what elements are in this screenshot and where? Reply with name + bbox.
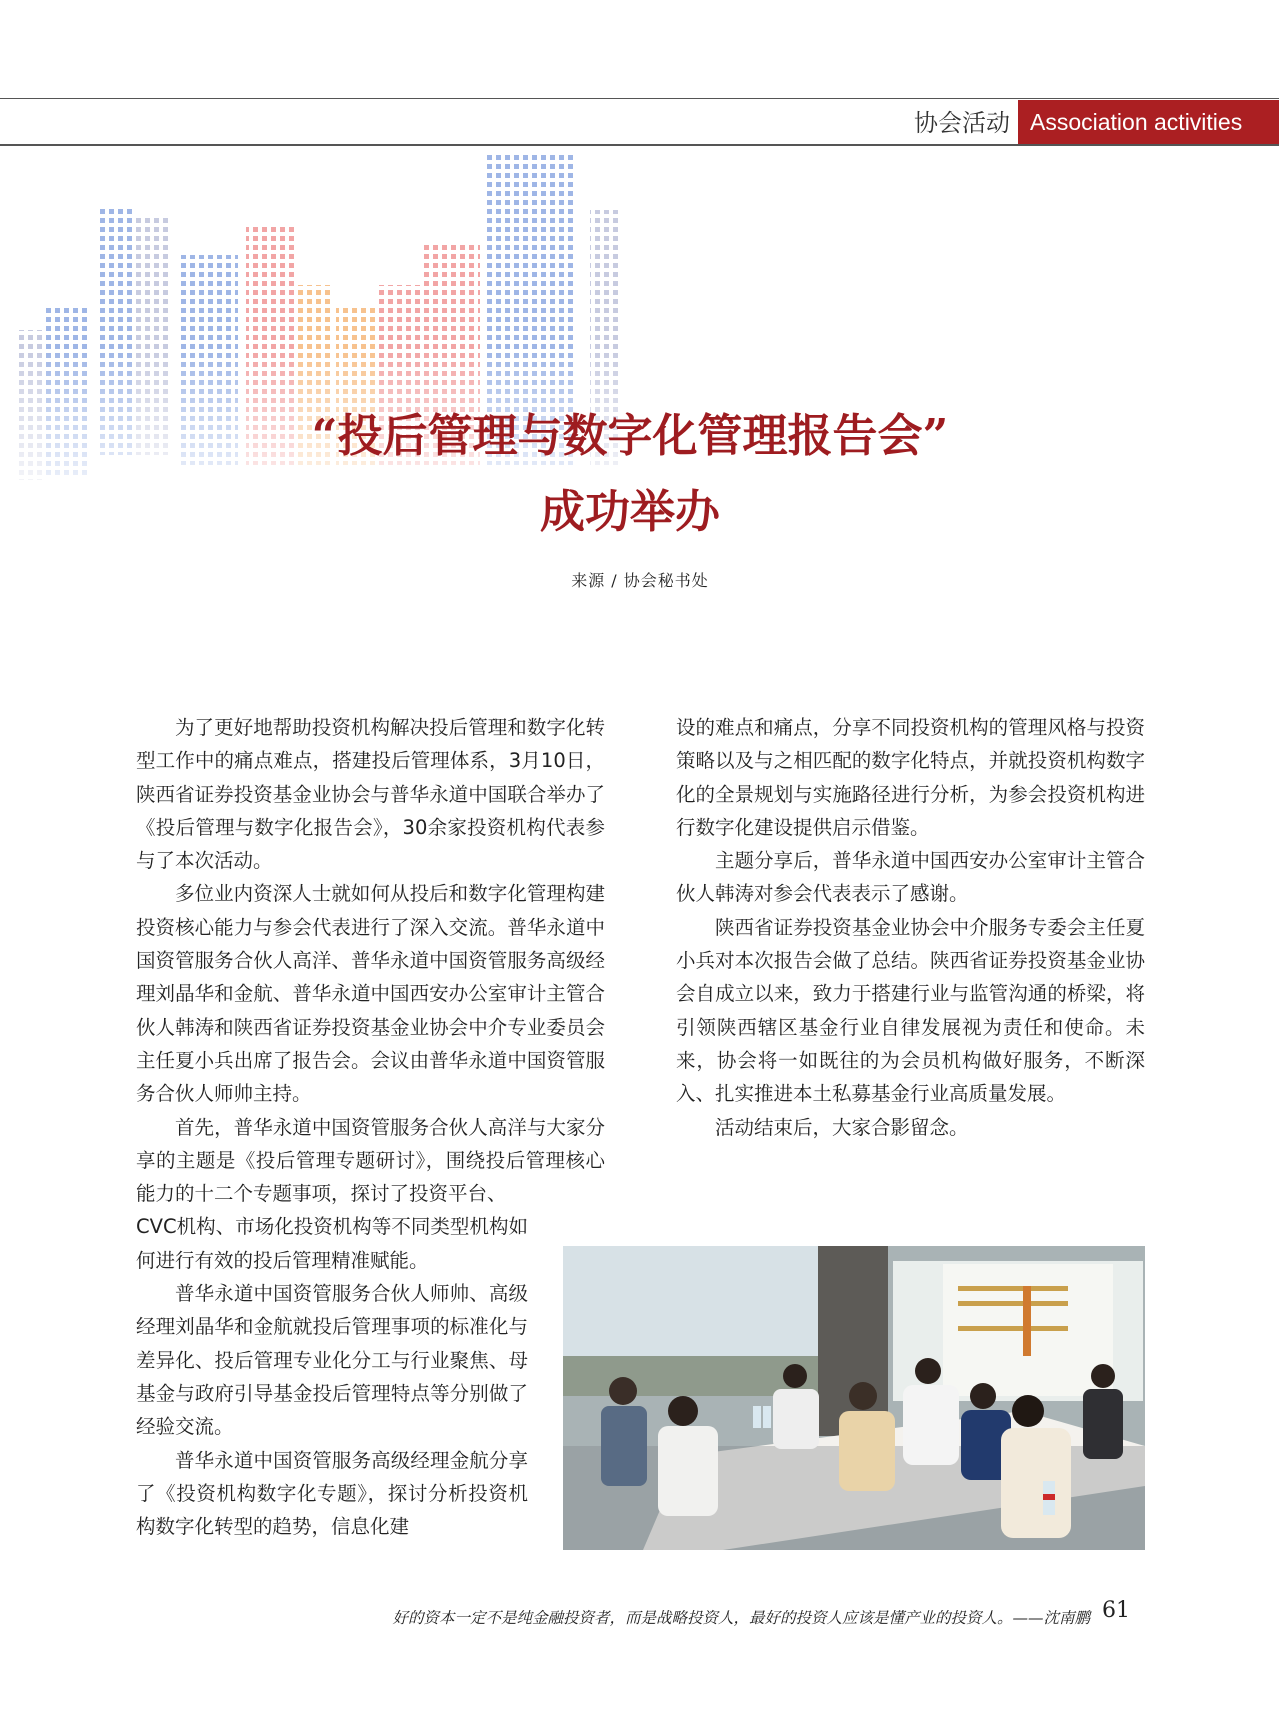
paragraph: 陕西省证券投资基金业协会中介服务专委会主任夏小兵对本次报告会做了总结。陕西省证券投资基金业协会自成立以来，致力于搭建行业与监管沟通的桥梁，将引领陕西辖区基金行业自律发展视为责任和使命。未来，协会将一如既往的为会员机构做好服务，不断深入、扎实推进本土私募基金行业高质量发展。 xyxy=(676,915,1145,1106)
paragraph: CVC机构、市场化投资机构等不同类型机构如何进行有效的投后管理精准赋能。 xyxy=(136,1215,528,1272)
article-title xyxy=(240,398,1020,550)
paragraph: 为了更好地帮助投资机构解决投后管理和数字化转型工作中的痛点难点，搭建投后管理体系，3月10日，陕西省证券投资基金业协会与普华永道中国联合举办了《投后管理与数字化报告会》，30余家投资机构代表参与了本次活动。 xyxy=(136,716,605,873)
section-label-en: Association activities xyxy=(1018,100,1279,144)
paragraph: 设的难点和痛点，分享不同投资机构的管理风格与投资策略以及与之相匹配的数字化特点，并就投资机构数字化的全景规划与实施路径进行分析，为参会投资机构进行数字化建设提供启示借鉴。 xyxy=(676,716,1145,839)
article-column-left xyxy=(136,711,605,1543)
section-label-cn: 协会活动 xyxy=(914,109,1010,137)
header-top-line xyxy=(0,98,1279,99)
title-line-2: 成功举办 xyxy=(539,485,720,538)
title-line-1: “投后管理与数字化管理报告会” xyxy=(311,409,949,462)
paragraph: 普华永道中国资管服务合伙人师帅、高级经理刘晶华和金航就投后管理事项的标准化与差异化、投后管理专业化分工与行业聚焦、母基金与政府引导基金投后管理特点等分别做了经验交流。 xyxy=(136,1282,528,1439)
narrow-text-block xyxy=(136,1210,528,1543)
article-source: 来源 / 协会秘书处 xyxy=(571,571,709,590)
footer-quote: 好的资本一定不是纯金融投资者，而是战略投资人，最好的投资人应该是懂产业的投资人。——沈南鹏 xyxy=(392,1609,1090,1627)
paragraph: 活动结束后，大家合影留念。 xyxy=(715,1115,969,1139)
article-column-right xyxy=(676,711,1145,1144)
paragraph: 主题分享后，普华永道中国西安办公室审计主管合伙人韩涛对参会代表表示了感谢。 xyxy=(676,849,1145,906)
paragraph: 多位业内资深人士就如何从投后和数字化管理构建投资核心能力与参会代表进行了深入交流。普华永道中国资管服务合伙人高洋、普华永道中国资管服务高级经理刘晶华和金航、普华永道中国西安办公室审计主管合伙人韩涛和陕西省证券投资基金业协会中介专业委员会主任夏小兵出席了报告会。会议由普华永道中国资管服务合伙人师帅主持。 xyxy=(136,882,605,1106)
paragraph: 普华永道中国资管服务高级经理金航分享了《投资机构数字化专题》，探讨分析投资机构数字化转型的趋势，信息化建 xyxy=(136,1448,528,1539)
paragraph: 首先，普华永道中国资管服务合伙人高洋与大家分享的主题是《投后管理专题研讨》，围绕投后管理核心能力的十二个专题事项，探讨了投资平台、 xyxy=(136,1115,605,1206)
page-number: 61 xyxy=(1102,1598,1130,1623)
meeting-room-photo xyxy=(563,1246,1145,1550)
